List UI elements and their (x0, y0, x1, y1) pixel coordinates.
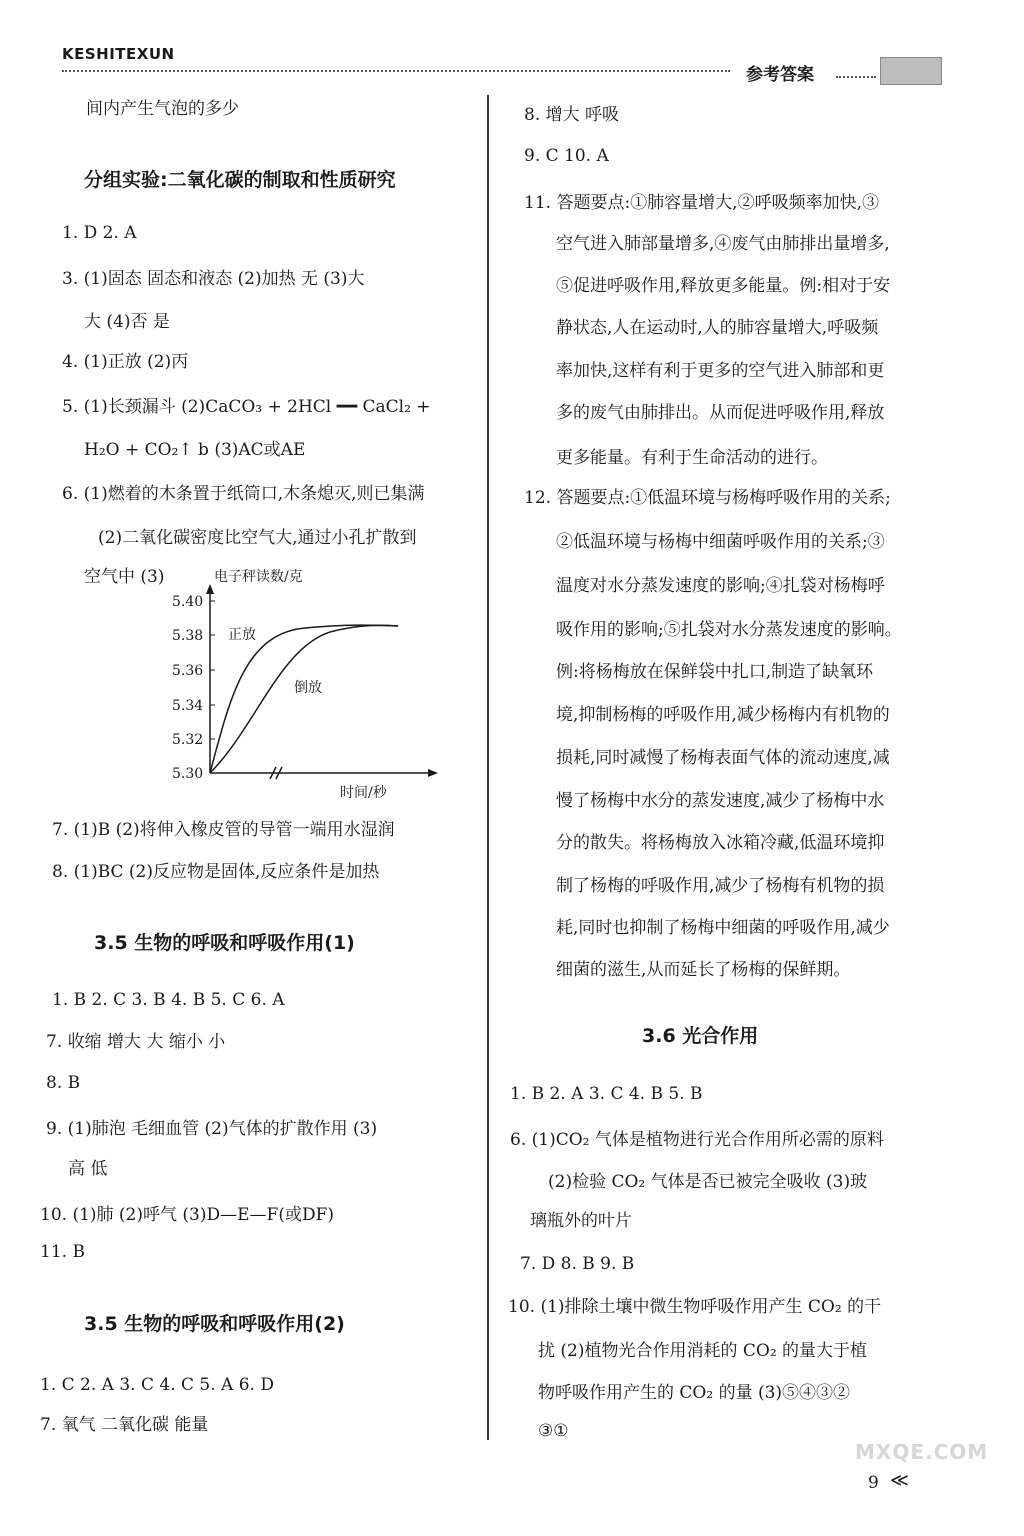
section-title-respiration-1: 3.5 生物的呼吸和呼吸作用(1) (94, 932, 355, 954)
answer-line: ③① (538, 1421, 569, 1441)
answer-line: 扰 (2)植物光合作用消耗的 CO₂ 的量大于植 (538, 1341, 868, 1361)
answer-line: (2)二氧化碳密度比空气大,通过小孔扩散到 (98, 528, 417, 548)
column-divider (487, 95, 489, 1440)
answer-line: 7. 氧气 二氧化碳 能量 (40, 1415, 209, 1435)
header-dotted-rule-right (836, 76, 876, 78)
answer-line: 更多能量。有利于生命活动的进行。 (556, 448, 828, 468)
answer-line: 境,抑制杨梅的呼吸作用,减少杨梅内有机物的 (556, 705, 890, 725)
answer-line: 物呼吸作用产生的 CO₂ 的量 (3)⑤④③② (538, 1383, 851, 1403)
answer-line: 10. (1)肺 (2)呼气 (3)D—E—F(或DF) (40, 1205, 335, 1225)
answer-line: 12. 答题要点:①低温环境与杨梅呼吸作用的关系; (524, 488, 891, 508)
answer-line: 吸作用的影响;⑤扎袋对水分蒸发速度的影响。 (556, 620, 902, 640)
y-tick-label: 5.40 (172, 594, 204, 610)
answer-line: 8. 增大 呼吸 (524, 105, 620, 125)
answer-line: 耗,同时也抑制了杨梅中细菌的呼吸作用,减少 (556, 918, 890, 938)
series-label-upright: 正放 (228, 627, 256, 643)
answer-line: 1. C 2. A 3. C 4. C 5. A 6. D (40, 1375, 274, 1395)
answer-line: 8. (1)BC (2)反应物是固体,反应条件是加热 (52, 862, 380, 882)
answer-line: 8. B (46, 1073, 81, 1093)
answer-line: 6. (1)CO₂ 气体是植物进行光合作用所必需的原料 (510, 1130, 884, 1150)
answer-line: 多的废气由肺排出。从而促进呼吸作用,释放 (556, 403, 885, 423)
answer-line: 1. D 2. A (62, 223, 137, 243)
mass-time-graph (170, 568, 460, 808)
page-number: 9 (868, 1473, 879, 1493)
answer-line: 空气中 (3) (84, 567, 165, 587)
graph-svg (170, 568, 460, 808)
y-tick-label: 5.32 (172, 732, 204, 748)
answer-line: 高 低 (68, 1159, 108, 1179)
answer-line: 1. B 2. C 3. B 4. B 5. C 6. A (52, 990, 285, 1010)
x-axis-label: 时间/秒 (340, 785, 387, 801)
y-tick-label: 5.36 (172, 663, 204, 679)
answer-line: 大 (4)否 是 (84, 312, 170, 332)
answer-line: 9. C 10. A (524, 146, 609, 166)
answer-line: 4. (1)正放 (2)丙 (62, 352, 189, 372)
answer-line: (2)检验 CO₂ 气体是否已被完全吸收 (3)玻 (548, 1172, 868, 1192)
answer-line: 细菌的滋生,从而延长了杨梅的保鲜期。 (556, 960, 851, 980)
y-tick-label: 5.38 (172, 628, 204, 644)
answer-line: ⑤促进呼吸作用,释放更多能量。例:相对于安 (556, 276, 891, 296)
answer-line: H₂O + CO₂↑ b (3)AC或AE (84, 440, 306, 460)
answer-line: 5. (1)长颈漏斗 (2)CaCO₃ + 2HCl ━━ CaCl₂ + (62, 397, 431, 417)
answer-line: ②低温环境与杨梅中细菌呼吸作用的关系;③ (556, 532, 885, 552)
answer-line: 7. D 8. B 9. B (520, 1254, 635, 1274)
answer-line: 制了杨梅的呼吸作用,减少了杨梅有机物的损 (556, 876, 885, 896)
double-arrow-icon: ≪ (890, 1470, 909, 1491)
continued-line: 间内产生气泡的多少 (86, 99, 239, 119)
answer-line: 温度对水分蒸发速度的影响;④扎袋对杨梅呼 (556, 576, 885, 596)
answer-line: 1. B 2. A 3. C 4. B 5. B (510, 1084, 703, 1104)
y-tick-label: 5.30 (172, 766, 204, 782)
y-ticks (172, 594, 215, 782)
answer-line: 7. 收缩 增大 大 缩小 小 (46, 1032, 226, 1052)
answer-line: 7. (1)B (2)将伸入橡皮管的导管一端用水湿润 (52, 820, 395, 840)
answer-line: 10. (1)排除土壤中微生物呼吸作用产生 CO₂ 的干 (508, 1297, 882, 1317)
answer-line: 例:将杨梅放在保鲜袋中扎口,制造了缺氧环 (556, 662, 874, 682)
section-title-co2: 分组实验:二氧化碳的制取和性质研究 (84, 169, 396, 191)
x-axis-arrow-icon (428, 769, 438, 777)
header-dotted-rule (62, 70, 730, 72)
y-axis-label: 电子秤读数/克 (214, 569, 303, 585)
answer-line: 静状态,人在运动时,人的肺容量增大,呼吸频 (556, 318, 879, 338)
series-line-inverted (210, 625, 398, 773)
brand-label: KESHITEXUN (62, 45, 175, 63)
answer-line: 空气进入肺部量增多,④废气由肺排出量增多, (556, 234, 890, 254)
header-tab (880, 57, 942, 85)
series-label-inverted: 倒放 (294, 680, 322, 696)
section-title-respiration-2: 3.5 生物的呼吸和呼吸作用(2) (84, 1313, 345, 1335)
answer-line: 9. (1)肺泡 毛细血管 (2)气体的扩散作用 (3) (46, 1119, 378, 1139)
answer-line: 璃瓶外的叶片 (530, 1211, 632, 1231)
answer-title: 参考答案 (746, 65, 814, 85)
answer-line: 率加快,这样有利于更多的空气进入肺部和更 (556, 361, 885, 381)
y-tick-label: 5.34 (172, 698, 204, 714)
y-axis-arrow-icon (206, 584, 214, 594)
answer-line: 3. (1)固态 固态和液态 (2)加热 无 (3)大 (62, 269, 365, 289)
answer-line: 11. B (40, 1242, 85, 1262)
answer-line: 慢了杨梅中水分的蒸发速度,减少了杨梅中水 (556, 791, 885, 811)
section-title-photosynthesis: 3.6 光合作用 (642, 1025, 759, 1047)
answer-line: 6. (1)燃着的木条置于纸筒口,木条熄灭,则已集满 (62, 484, 425, 504)
watermark: MXQE.COM (855, 1440, 989, 1464)
answer-line: 损耗,同时减慢了杨梅表面气体的流动速度,减 (556, 748, 890, 768)
answer-line: 11. 答题要点:①肺容量增大,②呼吸频率加快,③ (524, 193, 879, 213)
answer-line: 分的散失。将杨梅放入冰箱冷藏,低温环境抑 (556, 833, 885, 853)
